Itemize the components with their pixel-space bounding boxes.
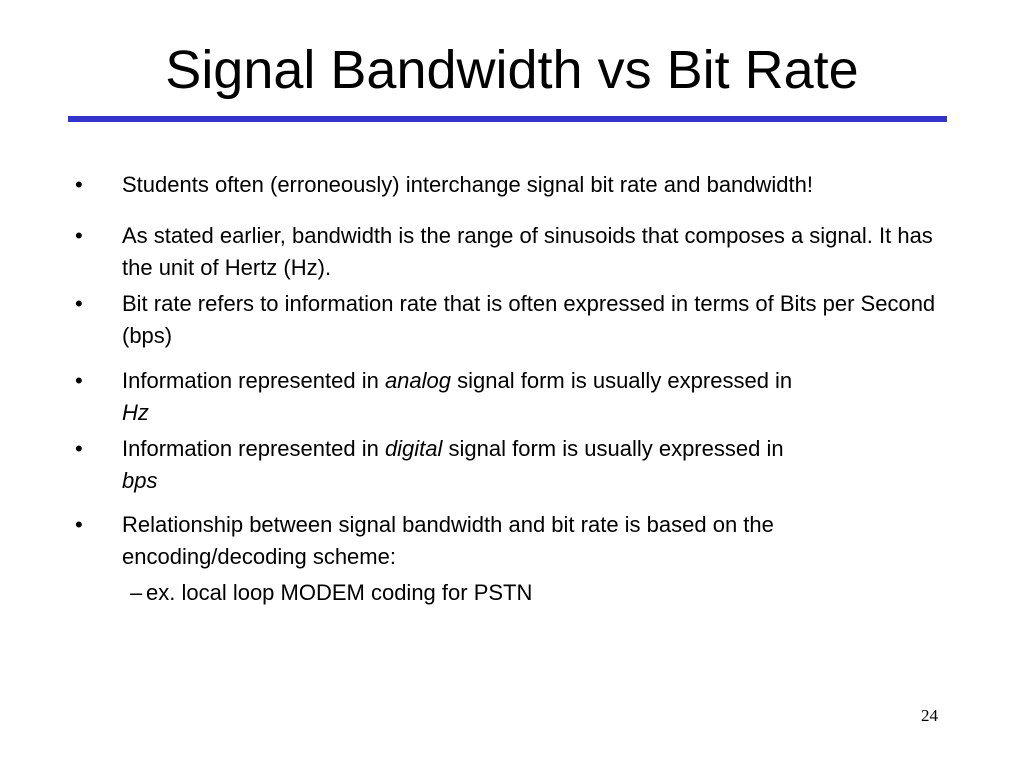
bullet-text [122, 433, 942, 497]
bullet-marker: • [75, 512, 83, 537]
bullet-text: Bit rate refers to information rate that is often expressed in terms of Bits per Second (bps) [122, 291, 936, 348]
title-divider [68, 116, 947, 122]
emphasis-unit: bps [122, 468, 158, 493]
bullet-text: Relationship between signal bandwidth and bit rate is based on the encoding/decoding scheme: [122, 512, 774, 569]
bullet-text-start: Information represented in [122, 368, 385, 393]
sub-bullet-text: ex. local loop MODEM coding for PSTN [146, 580, 533, 605]
bullet-text-end: signal form is usually expressed in [451, 368, 793, 393]
bullet-text-start: Information represented in [122, 436, 385, 461]
sub-bullet-marker: – [130, 580, 143, 605]
bullet-text: As stated earlier, bandwidth is the range of sinusoids that composes a signal. It has the unit of Hertz (Hz). [122, 223, 933, 280]
bullet-marker: • [75, 291, 83, 316]
page-number: 24 [921, 706, 938, 725]
bullet-marker: • [75, 436, 83, 461]
slide-title: Signal Bandwidth vs Bit Rate [165, 40, 859, 100]
bullet-text: Students often (erroneously) interchange signal bit rate and bandwidth! [122, 172, 813, 197]
bullet-marker: • [75, 368, 83, 393]
emphasis-term: digital [384, 436, 443, 461]
emphasis-term: analog [384, 368, 452, 393]
bullet-text [122, 365, 942, 429]
emphasis-unit: Hz [122, 400, 149, 425]
bullet-marker: • [75, 172, 83, 197]
bullet-marker: • [75, 223, 83, 248]
bullet-text-end: signal form is usually expressed in [442, 436, 784, 461]
